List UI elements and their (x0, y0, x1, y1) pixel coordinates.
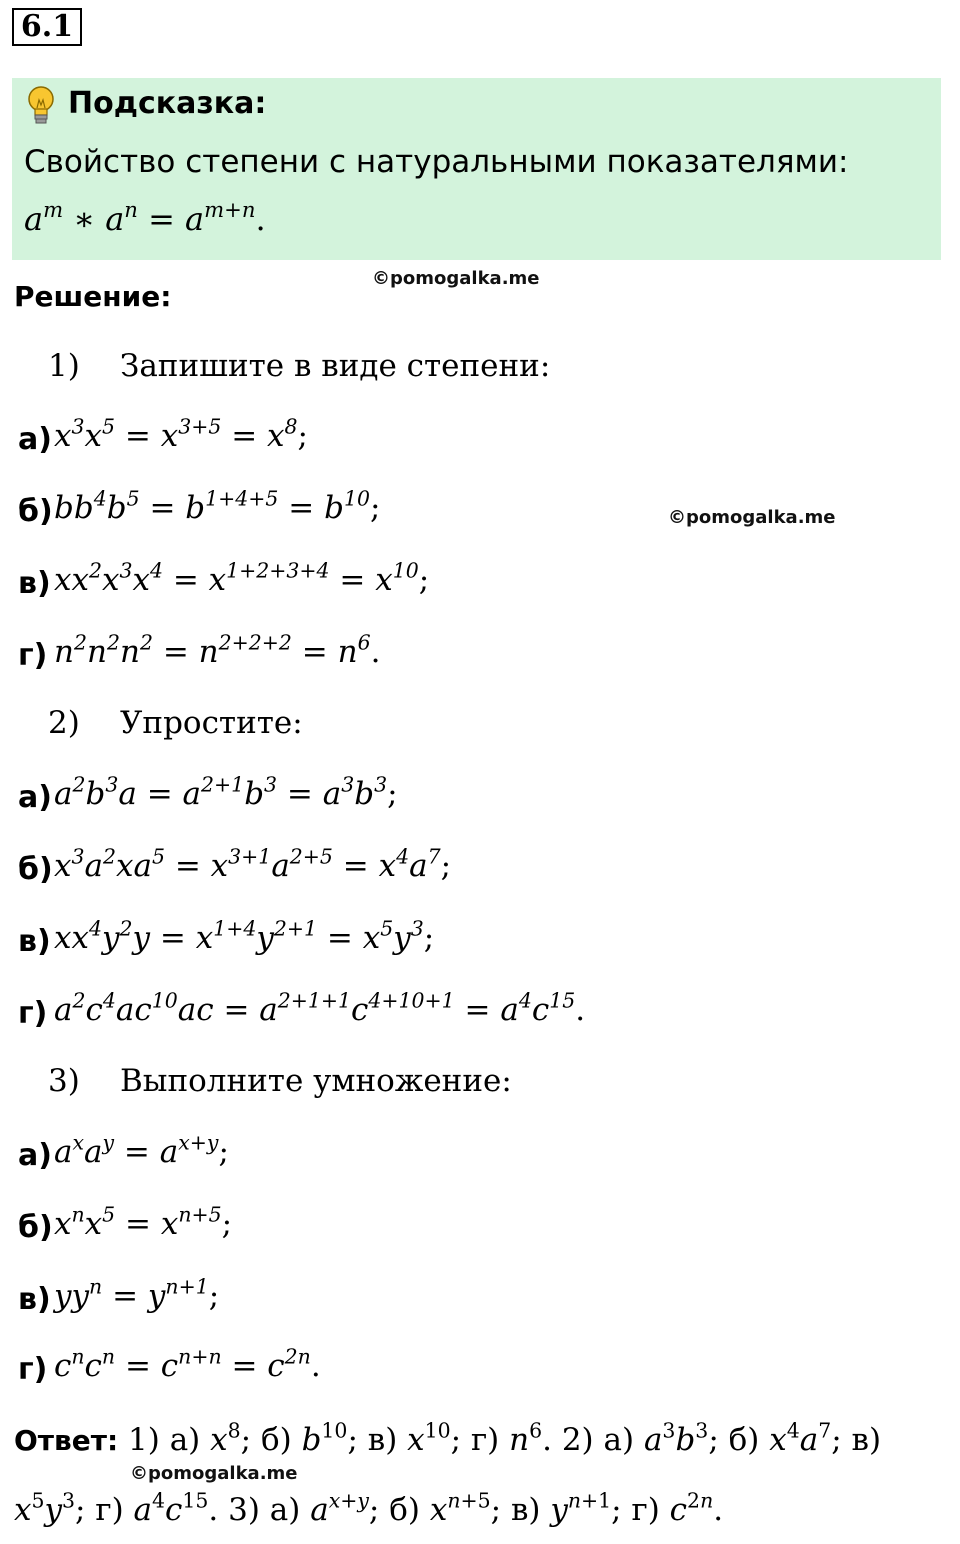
item-expression: $a^2b^3a = a^{2+1}b^3 = a^3b^3$; (54, 772, 398, 812)
lightbulb-icon (24, 84, 58, 128)
item-label: г) (18, 638, 48, 673)
item-label: г) (18, 996, 48, 1031)
section-number: 2) (48, 705, 80, 741)
item-label: а) (18, 1138, 52, 1173)
watermark: ©pomogalka.me (130, 1463, 298, 1484)
section-heading (48, 1063, 512, 1099)
item-label: б) (18, 494, 53, 529)
item-label: а) (18, 422, 52, 457)
item-expression: $bb^4b^5 = b^{1+4+5} = b^{10}$; (54, 486, 381, 526)
watermark: ©pomogalka.me (372, 268, 540, 289)
answer-line-1 (14, 1418, 882, 1458)
item-label: а) (18, 780, 52, 815)
answer-label: Ответ: (14, 1424, 119, 1457)
hint-formula: $a^m$ ∗ $a^n = a^{m+n}$. (24, 196, 266, 238)
section-title: Упростите: (120, 705, 303, 741)
answer-text: 1) а) $x^8$; б) $b^{10}$; в) $x^{10}$; г) $n^6$. 2) а) $a^3b^3$; б) $x^4a^7$; в) (128, 1418, 882, 1458)
section-number: 3) (48, 1063, 80, 1099)
item-expression: $a^2c^4ac^{10}ac = a^{2+1+1}c^{4+10+1} = a^4c^{15}$. (54, 988, 586, 1028)
item-label: в) (18, 566, 51, 601)
item-expression: $xx^2x^3x^4 = x^{1+2+3+4} = x^{10}$; (54, 558, 430, 598)
hint-title: Подсказка: (68, 86, 267, 121)
answer-line-2 (14, 1488, 724, 1528)
section-heading (48, 348, 550, 384)
section-heading (48, 705, 303, 741)
item-expression: $c^nc^n = c^{n+n} = c^{2n}$. (54, 1344, 321, 1384)
item-label: в) (18, 1282, 51, 1317)
problem-number: 6.1 (12, 8, 82, 46)
item-expression: $yy^n = y^{n+1}$; (54, 1274, 220, 1314)
item-label: б) (18, 1210, 53, 1245)
item-label: в) (18, 924, 51, 959)
section-title: Выполните умножение: (120, 1063, 512, 1099)
item-expression: $x^3x^5 = x^{3+5} = x^8$; (54, 414, 308, 454)
item-expression: $n^2n^2n^2 = n^{2+2+2} = n^6$. (54, 630, 381, 670)
section-title: Запишите в виде степени: (120, 348, 551, 384)
item-expression: $x^nx^5 = x^{n+5}$; (54, 1202, 233, 1242)
item-expression: $xx^4y^2y = x^{1+4}y^{2+1} = x^5y^3$; (54, 916, 435, 956)
item-expression: $a^xa^y = a^{x+y}$; (54, 1130, 229, 1170)
answer-text: $x^5y^3$; г) $a^4c^{15}$. 3) а) $a^{x+y}$; б) $x^{n+5}$; в) $y^{n+1}$; г) $c^{2n}$. (14, 1488, 724, 1528)
item-label: б) (18, 852, 53, 887)
item-label: г) (18, 1352, 48, 1387)
solution-title: Решение: (14, 280, 172, 313)
section-number: 1) (48, 348, 80, 384)
watermark: ©pomogalka.me (668, 507, 836, 528)
item-expression: $x^3a^2xa^5 = x^{3+1}a^{2+5} = x^4a^7$; (54, 844, 452, 884)
hint-text: Свойство степени с натуральными показателями: (24, 144, 849, 180)
